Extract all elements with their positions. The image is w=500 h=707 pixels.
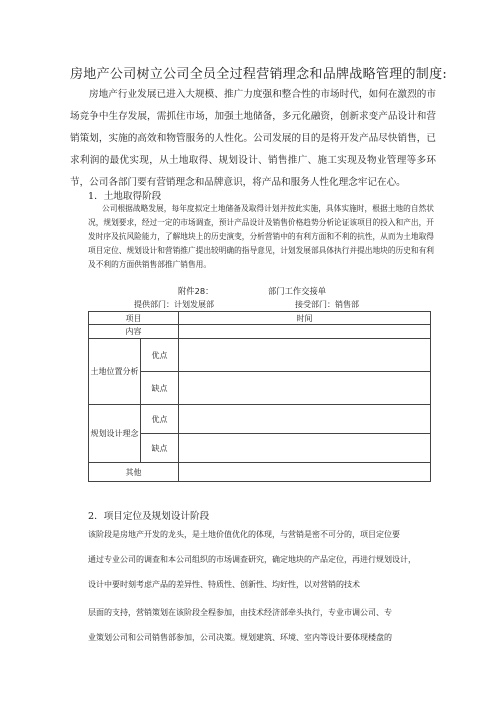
- table-row: [89, 339, 431, 372]
- section2-line: 设计中要时刻考虑产品的差异性、特质性、创新性、均好性，以对营销的技术: [88, 580, 360, 589]
- receiver-department: 接受部门：销售部: [295, 300, 359, 309]
- planning-design-label: 规划设计理念: [89, 405, 141, 463]
- provider-department: 提供部门：计划发展部: [134, 300, 214, 309]
- table-row: [89, 312, 431, 325]
- land-pros-label: 优点: [141, 339, 179, 372]
- design-cons-cell[interactable]: [179, 434, 431, 463]
- table-row: [89, 372, 431, 405]
- content-label-cell: 内容: [89, 325, 179, 339]
- land-pros-cell[interactable]: [179, 339, 431, 372]
- other-label-cell: 其他: [89, 463, 179, 482]
- header-item-cell: 项目: [89, 312, 179, 325]
- table-row: [89, 325, 431, 339]
- section2-line: 通过专业公司的调查和本公司组织的市场调查研究，确定地块的产品定位，再进行规划设计，: [88, 555, 416, 564]
- content-value-cell[interactable]: [179, 325, 431, 339]
- handover-form-table: [88, 311, 431, 482]
- intro-paragraph: [70, 84, 436, 194]
- header-time-cell: 时间: [179, 312, 431, 325]
- section2-line: 业策划公司和公司销售部参加，公司决策。规划建筑、环境、室内等设计要体现楼盘的: [88, 633, 392, 642]
- table-row: [89, 463, 431, 482]
- intro-text: 房地产行业发展已进入大规模、推广力度强和整合性的市场时代，如何在激烈的市场竞争中生存发展，需抓住市场，加强土地储备，多元化融资，创新求变产品设计和营销策划，实施的高效和物管服务的人性化。公司发展的目的是将开发产品尽快销售，已求利润的最优实现，从土地取得、规划设计、销售推广、施工实现及物业管理等多环节，公司各部门要有营销理念和品牌意识，将产品和服务人性化理念牢记在心。: [70, 89, 436, 188]
- land-cons-cell[interactable]: [179, 372, 431, 405]
- land-cons-label: 缺点: [141, 372, 179, 405]
- section1-body: [88, 202, 434, 272]
- section2-heading: 2．项目定位及规划设计阶段: [88, 511, 210, 522]
- attachment-title: 部门工作交接单: [268, 286, 327, 296]
- section2-line: 该阶段是房地产开发的龙头，是土地价值优化的体现，与营销是密不可分的，项目定位要: [88, 530, 400, 539]
- other-value-cell[interactable]: [179, 463, 431, 482]
- design-pros-cell[interactable]: [179, 405, 431, 434]
- attachment-label: 附件28：: [178, 286, 214, 296]
- table-row: [89, 405, 431, 434]
- section1-heading: 1．土地取得阶段: [88, 191, 162, 202]
- page-title: 房地产公司树立公司全员全过程营销理念和品牌战略管理的制度:: [70, 67, 448, 82]
- land-location-label: 土地位置分析: [89, 339, 141, 405]
- section2-body: [88, 522, 434, 650]
- design-pros-label: 优点: [141, 405, 179, 434]
- table-row: [89, 434, 431, 463]
- section2-line: 层面的支持，营销策划在该阶段全程参加，由技术经济部牵头执行，专业市调公司、专: [88, 608, 392, 617]
- design-cons-label: 缺点: [141, 434, 179, 463]
- section1-text: 公司根据战略发展，每年度拟定土地储备及取得计划并按此实施，具体实施时，根据土地的自然状况，规划要求，经过一定的市场调查，预计产品设计及销售价格趋势分析论证该项目的投入和产出，开发时序及抗风险能力，了解地块上的历史演变，分析营销中的有利方面和不利的抗性，从而为土地取得项目定位、规划设计和营销推广提出较明确的指导意见，计划发展部具体执行并提出地块的历史和有利及不利的方面供销售部推广销售用。: [88, 204, 434, 269]
